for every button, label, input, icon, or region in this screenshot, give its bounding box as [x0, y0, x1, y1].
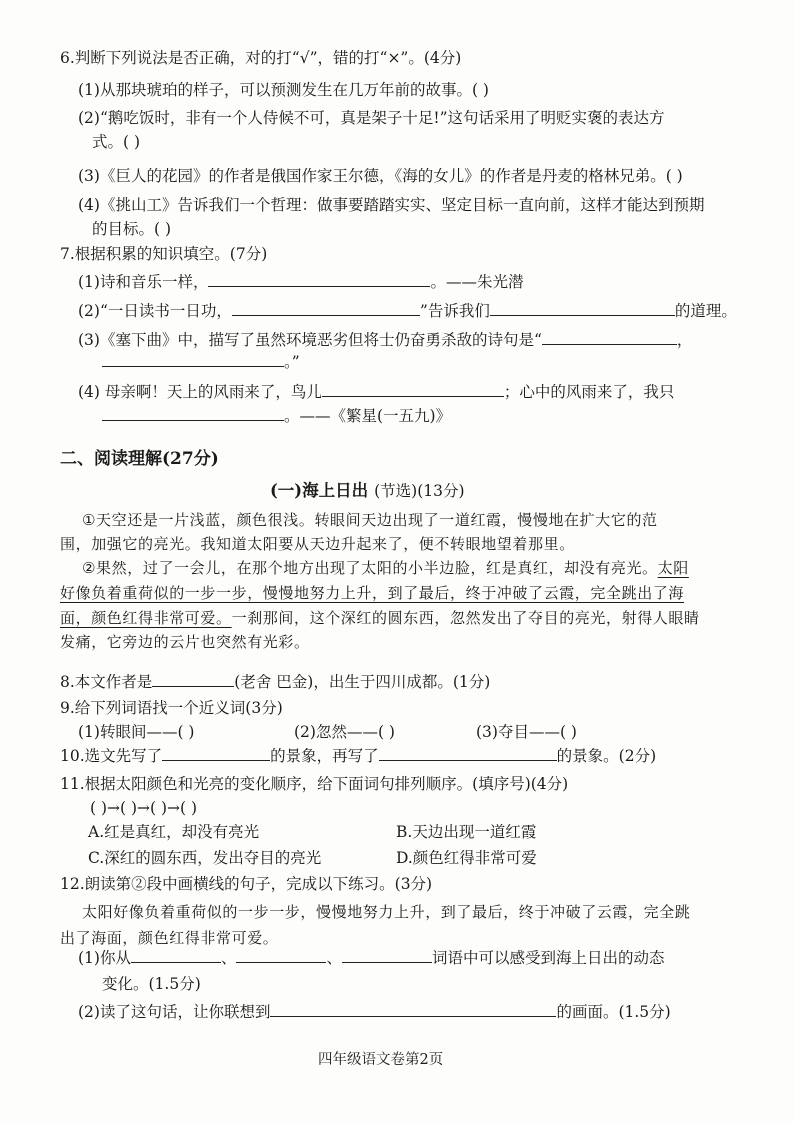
passage-p2-line-1 — [82, 558, 689, 578]
section-2-title: 二、阅读理解(27分) — [60, 449, 219, 469]
q11-option-d: D.颜色红得非常可爱 — [396, 849, 537, 867]
q12-sentence-line-2: 出了海面，颜色红得非常可爱。 — [60, 929, 279, 947]
q7-3-blank-1[interactable] — [542, 330, 677, 345]
q7-2-blank-2[interactable] — [490, 301, 675, 316]
passage-p1-line-1: ①天空还是一片浅蓝，颜色很浅。转眼间天边出现了一道红霞，慢慢地在扩大它的范 — [82, 511, 658, 529]
q10-suffix: 的景象。(2分) — [556, 747, 657, 765]
q7-4-mid: ；心中的风雨来了，我只 — [503, 383, 675, 401]
q12-part-2 — [78, 1002, 671, 1022]
q9-title: 9.给下列词语找一个近义词(3分) — [60, 699, 283, 717]
q8-blank[interactable] — [152, 672, 234, 687]
q10-mid: 的景象，再写了 — [270, 747, 379, 765]
q7-2-blank-1[interactable] — [232, 301, 420, 316]
q7-line-3 — [78, 330, 692, 350]
q12-2-prefix: (2)读了这句话，让你联想到 — [78, 1003, 271, 1021]
q6-item-2-cont: 式。( ) — [92, 133, 141, 151]
q7-1-blank[interactable] — [208, 272, 430, 287]
q7-4-suffix: 。——《繁星(一五九)》 — [284, 407, 452, 425]
q11-option-a: A.红是真红，却没有亮光 — [88, 823, 260, 841]
q12-1-blank-3[interactable] — [342, 948, 432, 963]
passage-p2-line-3 — [60, 608, 700, 628]
q7-2-suffix: 的道理。 — [674, 302, 737, 320]
q12-2-blank[interactable] — [270, 1002, 556, 1017]
q7-4-prefix: (4) 母亲啊！天上的风雨来了，鸟儿 — [78, 383, 322, 401]
q8 — [60, 672, 490, 692]
q12-part-1 — [78, 948, 665, 968]
q7-3-blank-2[interactable] — [102, 352, 284, 367]
passage-title-main: (一)海上日出 — [270, 481, 369, 500]
q6-item-1: (1)从那块琥珀的样子，可以预测发生在几万年前的故事。( ) — [78, 81, 489, 99]
q7-2-mid: ”告诉我们 — [419, 302, 490, 320]
page-footer: 四年级语文卷第2页 — [318, 1052, 444, 1068]
passage-p2-line-4: 发痛，它旁边的云片也突然有光彩。 — [60, 633, 310, 651]
q10-blank-2[interactable] — [379, 746, 557, 761]
q11-title: 11.根据太阳颜色和光亮的变化顺序，给下面词句排列顺序。(填序号)(4分) — [60, 775, 569, 793]
q11-option-c: C.深红的圆东西，发出夺目的亮光 — [88, 849, 322, 867]
q8-suffix: (老舍 巴金)，出生于四川成都。(1分) — [234, 673, 491, 691]
q12-1-prefix: (1)你从 — [78, 949, 131, 967]
q7-4-blank-2[interactable] — [102, 406, 284, 421]
q10-prefix: 10.选文先写了 — [60, 747, 163, 765]
passage-underlined-start: 太阳 — [657, 559, 689, 577]
q7-3-comma: ， — [676, 331, 693, 349]
passage-title-sub: (节选)(13分) — [374, 482, 465, 500]
q10-blank-1[interactable] — [162, 746, 270, 761]
q6-item-4-cont: 的目标。( ) — [92, 220, 172, 238]
q6-item-3: (3)《巨人的花园》的作者是俄国作家王尔德，《海的女儿》的作者是丹麦的格林兄弟。( ) — [78, 167, 683, 185]
passage-title — [270, 480, 465, 502]
q12-1-blank-2[interactable] — [236, 948, 326, 963]
q7-line-3-cont — [102, 352, 300, 372]
q12-sentence-line-1: 太阳好像负着重荷似的一步一步，慢慢地努力上升，到了最后，终于冲破了云霞，完全跳 — [82, 903, 691, 921]
q7-3-prefix: (3)《塞下曲》中，描写了虽然环境恶劣但将士仍奋勇杀敌的诗句是“ — [78, 331, 542, 349]
q11-option-b: B.天边出现一道红霞 — [396, 823, 537, 841]
q12-1-suffix: 词语中可以感受到海上日出的动态 — [432, 949, 665, 967]
q12-1-blank-1[interactable] — [131, 948, 221, 963]
q7-3-suffix: 。” — [284, 353, 300, 371]
q6-item-4: (4)《挑山工》告诉我们一个哲理：做事要踏踏实实、坚定目标一直向前，这样才能达到预期 — [78, 196, 705, 214]
q9-item-3[interactable]: (3)夺目——( ) — [476, 723, 577, 741]
q12-part-1-cont: 变化。(1.5分) — [102, 975, 201, 993]
passage-p1-line-2: 围，加强它的亮光。我知道太阳要从天边升起来了，便不转眼地望着那里。 — [60, 535, 575, 553]
q8-prefix: 8.本文作者是 — [60, 673, 153, 691]
q9-item-2[interactable]: (2)忽然——( ) — [294, 723, 395, 741]
q12-title: 12.朗读第②段中画横线的句子，完成以下练习。(3分) — [60, 875, 433, 893]
q11-order-slots[interactable]: ( )→( )→( )→( ) — [90, 799, 198, 817]
q7-2-prefix: (2)“一日读书一日功， — [78, 302, 232, 320]
q7-title: 7.根据积累的知识填空。(7分) — [60, 245, 268, 263]
passage-underlined-line: 好像负着重荷似的一步一步，慢慢地努力上升，到了最后，终于冲破了云霞，完全跳出了海 — [60, 584, 685, 602]
q7-1-prefix: (1)诗和音乐一样， — [78, 273, 209, 291]
q10 — [60, 746, 656, 766]
passage-p2-line-1-text: ②果然，过了一会儿，在那个地方出现了太阳的小半边脸，红是真红，却没有亮光。 — [82, 559, 658, 577]
q7-line-1 — [78, 272, 523, 292]
q7-4-blank-1[interactable] — [322, 382, 504, 397]
q12-1-sep-2: 、 — [326, 949, 342, 967]
q7-line-4-cont — [102, 406, 451, 426]
q7-line-4 — [78, 382, 674, 402]
q7-line-2 — [78, 301, 737, 321]
passage-underlined-end: 面，颜色红得非常可爱。 — [60, 609, 232, 627]
q12-2-suffix: 的画面。(1.5分) — [556, 1003, 671, 1021]
q6-item-2: (2)“鹅吃饭时，非有一个人侍候不可，真是架子十足!”这句话采用了明贬实褒的表达方 — [78, 109, 665, 127]
passage-p2-line-3-text: 一刹那间，这个深红的圆东西，忽然发出了夺目的亮光，射得人眼睛 — [231, 609, 700, 627]
q12-1-sep-1: 、 — [220, 949, 237, 967]
q6-title: 6.判断下列说法是否正确，对的打“√”，错的打“×”。(4分) — [60, 49, 462, 67]
q7-1-suffix: 。——朱光潜 — [430, 273, 524, 291]
q9-item-1[interactable]: (1)转眼间——( ) — [78, 723, 195, 741]
